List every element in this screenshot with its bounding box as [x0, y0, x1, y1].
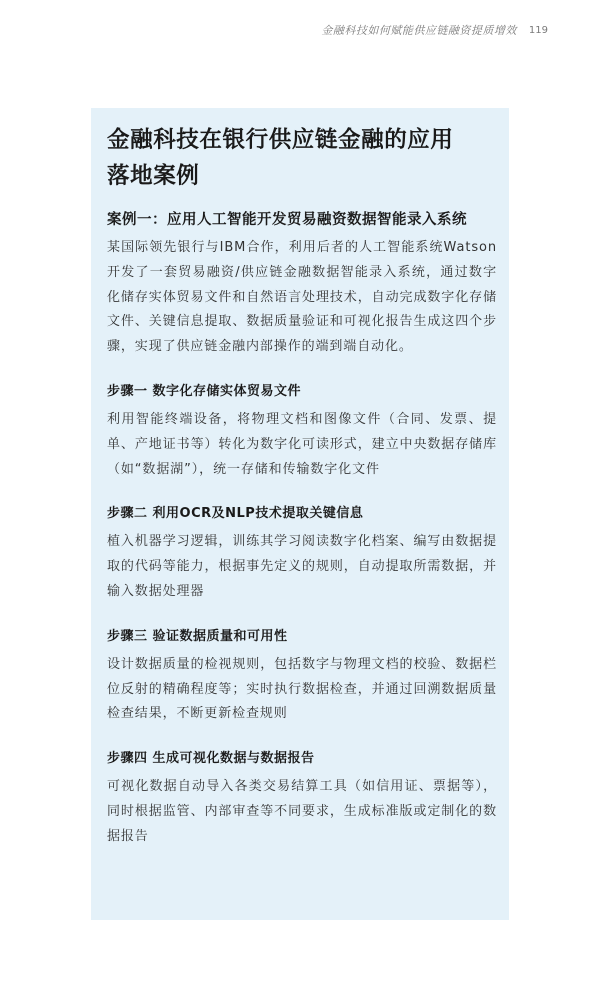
step-3-body: 设计数据质量的检视规则，包括数字与物理文档的校验、数据栏位反射的精确程度等；实时执行数据检查，并通过回溯数据质量检查结果，不断更新检查规则 — [107, 656, 497, 722]
box-title-line-1: 金融科技在银行供应链金融的应用 — [107, 127, 454, 153]
box-title-line-2: 落地案例 — [107, 163, 200, 189]
step-2 — [107, 502, 497, 604]
step-1 — [107, 380, 497, 482]
step-4-heading: 步骤四 生成可视化数据与数据报告 — [107, 751, 315, 767]
box-title — [107, 122, 497, 194]
step-1-heading: 步骤一 数字化存储实体贸易文件 — [107, 383, 302, 399]
case-heading: 案例一：应用人工智能开发贸易融资数据智能录入系统 — [107, 212, 467, 228]
running-header-title: 金融科技如何赋能供应链融资提质增效 — [321, 24, 517, 37]
step-4-body: 可视化数据自动导入各类交易结算工具（如信用证、票据等），同时根据监管、内部审查等不同要求，生成标准版或定制化的数据报告 — [107, 779, 497, 844]
step-2-heading: 步骤二 利用OCR及NLP技术提取关键信息 — [107, 506, 364, 522]
step-1-body: 利用智能终端设备，将物理文档和图像文件（合同、发票、提单、产地证书等）转化为数字化可读形式，建立中央数据存储库（如“数据湖”），统一存储和传输数字化文件 — [107, 411, 497, 477]
case-study-box — [91, 108, 509, 920]
step-4 — [107, 747, 497, 849]
step-2-body: 植入机器学习逻辑，训练其学习阅读数字化档案、编写由数据提取的代码等能力，根据事先定义的规则，自动提取所需数据，并输入数据处理器 — [107, 534, 497, 599]
intro-paragraph: 某国际领先银行与IBM合作，利用后者的人工智能系统Watson开发了一套贸易融资/供应链金融数据智能录入系统，通过数字化储存实体贸易文件和自然语言处理技术，自动完成数字化存储文件、关键信息提取、数据质量验证和可视化报告生成这四个步骤，实现了供应链金融内部操作的端到端自动化。 — [107, 240, 497, 355]
step-3-heading: 步骤三 验证数据质量和可用性 — [107, 628, 288, 644]
page-number: 119 — [528, 24, 548, 36]
step-3 — [107, 625, 497, 727]
running-header — [321, 22, 548, 38]
